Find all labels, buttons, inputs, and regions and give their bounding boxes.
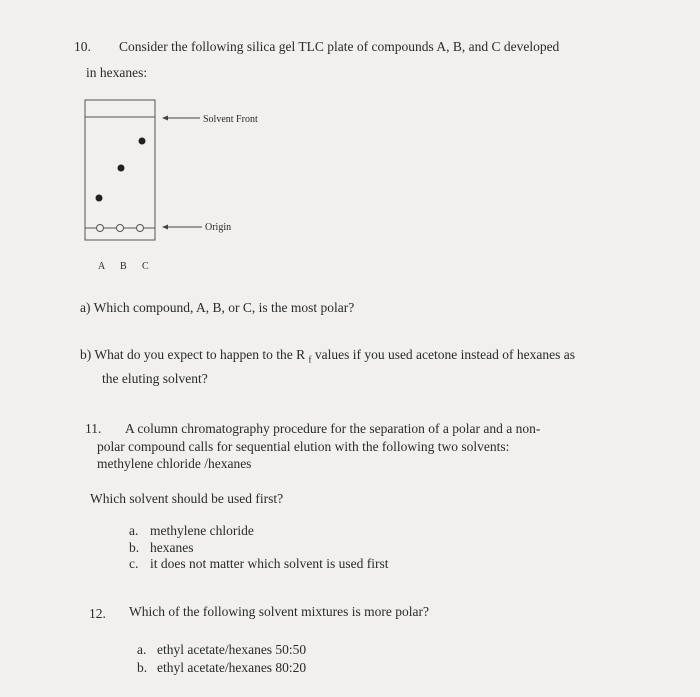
q11-number: 11. — [85, 421, 102, 436]
q11-question: Which solvent should be used first? — [90, 491, 284, 506]
q12-option-b-text: ethyl acetate/hexanes 80:20 — [157, 660, 307, 675]
spot-b — [118, 165, 125, 172]
solvent-front-label: Solvent Front — [203, 114, 258, 125]
q11-line3: methylene chloride /hexanes — [97, 456, 252, 471]
q12-option-b-letter: b. — [137, 660, 148, 675]
spot-c — [139, 138, 146, 145]
q11-option-a-letter: a. — [129, 523, 139, 538]
q10-number: 10. — [74, 39, 91, 54]
origin-label: Origin — [205, 222, 232, 233]
q10-part-b-start: b) What do you expect to happen to the R — [80, 347, 306, 362]
q11-option-b-text: hexanes — [150, 540, 194, 555]
lane-label-b: B — [120, 261, 127, 272]
origin-arrowhead — [162, 225, 168, 230]
q10-part-b-line1 — [80, 346, 575, 369]
q12-number: 12. — [89, 606, 106, 621]
q11-option-c-text: it does not matter which solvent is used first — [150, 556, 389, 571]
lane-label-c: C — [142, 261, 149, 272]
q12-option-a-text: ethyl acetate/hexanes 50:50 — [157, 642, 307, 657]
q10-part-b-end: values if you used acetone instead of hexanes as — [311, 347, 575, 362]
q10-prompt-line2: in hexanes: — [86, 65, 148, 80]
q12-question: Which of the following solvent mixtures is more polar? — [129, 604, 429, 619]
q11-option-b-letter: b. — [129, 540, 140, 555]
q10-prompt-line1: Consider the following silica gel TLC plate of compounds A, B, and C developed — [119, 39, 560, 54]
solvent-front-arrowhead — [162, 116, 168, 121]
origin-spot-a — [97, 225, 104, 232]
q11-line2: polar compound calls for sequential elution with the following two solvents: — [97, 439, 510, 454]
q11-option-c-letter: c. — [129, 556, 139, 571]
q11-option-a-text: methylene chloride — [150, 523, 254, 538]
spot-a — [96, 195, 103, 202]
lane-label-a: A — [98, 261, 106, 272]
q10-part-a: a) Which compound, A, B, or C, is the most polar? — [80, 300, 355, 315]
q10-part-b-subscript: f — [308, 354, 312, 365]
q10-part-b-line2: the eluting solvent? — [102, 371, 208, 386]
origin-spot-c — [137, 225, 144, 232]
q12-option-a-letter: a. — [137, 642, 147, 657]
origin-spot-b — [117, 225, 124, 232]
q11-line1: A column chromatography procedure for the separation of a polar and a non- — [125, 421, 541, 436]
